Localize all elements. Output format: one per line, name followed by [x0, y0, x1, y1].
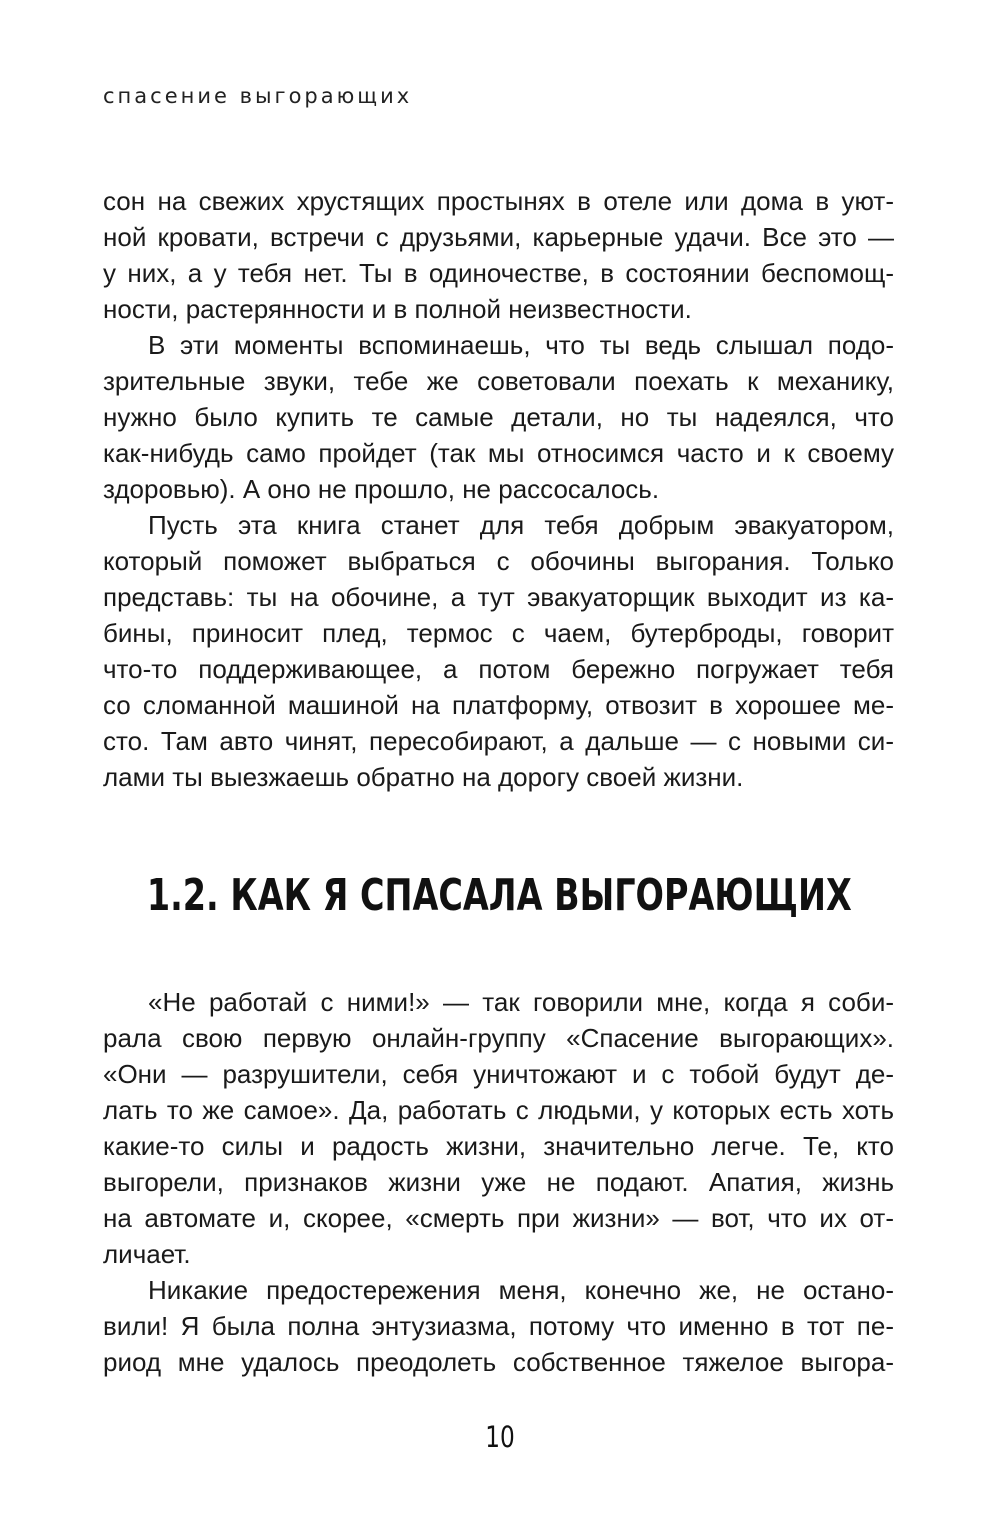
text-line: В эти моменты вспоминаешь, что ты ведь слышал подо- [148, 330, 894, 360]
text-line: ности, растерянности и в полной неизвестности. [103, 294, 692, 324]
text-line: здоровью). А оно не прошло, не рассосалось. [103, 474, 660, 504]
text-line: нужно было купить те самые детали, но ты надеялся, что [103, 402, 894, 432]
text-line: «Они — разрушители, себя уничтожают и с тобой будут де- [103, 1059, 894, 1089]
text-line: что-то поддерживающее, а потом бережно погружает тебя [103, 654, 894, 684]
text-line: зрительные звуки, тебе же советовали поехать к механику, [103, 366, 894, 396]
text-line: на автомате и, скорее, «смерть при жизни» — вот, что их от- [103, 1203, 894, 1233]
text-line: сон на свежих хрустящих простынях в отеле или дома в уют- [103, 186, 894, 216]
text-line: «Не работай с ними!» — так говорили мне, когда я соби- [148, 987, 894, 1017]
page-number: 10 [485, 1420, 515, 1454]
text-line: Пусть эта книга станет для тебя добрым эвакуатором, [148, 510, 894, 540]
text-line: представь: ты на обочине, а тут эвакуаторщик выходит из ка- [103, 582, 894, 612]
text-line: со сломанной машиной на платформу, отвозит в хорошее ме- [103, 690, 894, 720]
text-line: как-нибудь само пройдет (так мы относимся часто и к своему [103, 438, 894, 468]
text-line: лать то же самое». Да, работать с людьми, у которых есть хоть [103, 1095, 894, 1125]
text-line: ной кровати, встречи с друзьями, карьерные удачи. Все это — [103, 222, 894, 252]
text-line: какие-то силы и радость жизни, значительно легче. Те, кто [103, 1131, 894, 1161]
text-line: выгорели, признаков жизни уже не подают. Апатия, жизнь [103, 1167, 894, 1197]
text-line: Никакие предостережения меня, конечно же, не остано- [148, 1275, 894, 1305]
text-line: лами ты выезжаешь обратно на дорогу своей жизни. [103, 762, 744, 792]
text-line: бины, приносит плед, термос с чаем, бутерброды, говорит [103, 618, 894, 648]
running-header: спасение выгорающих [103, 84, 413, 108]
text-line: рала свою первую онлайн-группу «Спасение выгорающих». [103, 1023, 894, 1053]
chapter-title: 1.2. КАК Я СПАСАЛА ВЫГОРАЮЩИХ [146, 870, 852, 921]
text-line: вили! Я была полна энтузиазма, потому что именно в тот пе- [103, 1311, 894, 1341]
text-line: у них, а у тебя нет. Ты в одиночестве, в состоянии беспомощ- [103, 258, 894, 288]
text-line: сто. Там авто чинят, пересобирают, а дальше — с новыми си- [103, 726, 894, 756]
text-line: риод мне удалось преодолеть собственное тяжелое выгора- [103, 1347, 894, 1377]
text-line: который поможет выбраться с обочины выгорания. Только [103, 546, 894, 576]
text-line: личает. [103, 1239, 191, 1269]
